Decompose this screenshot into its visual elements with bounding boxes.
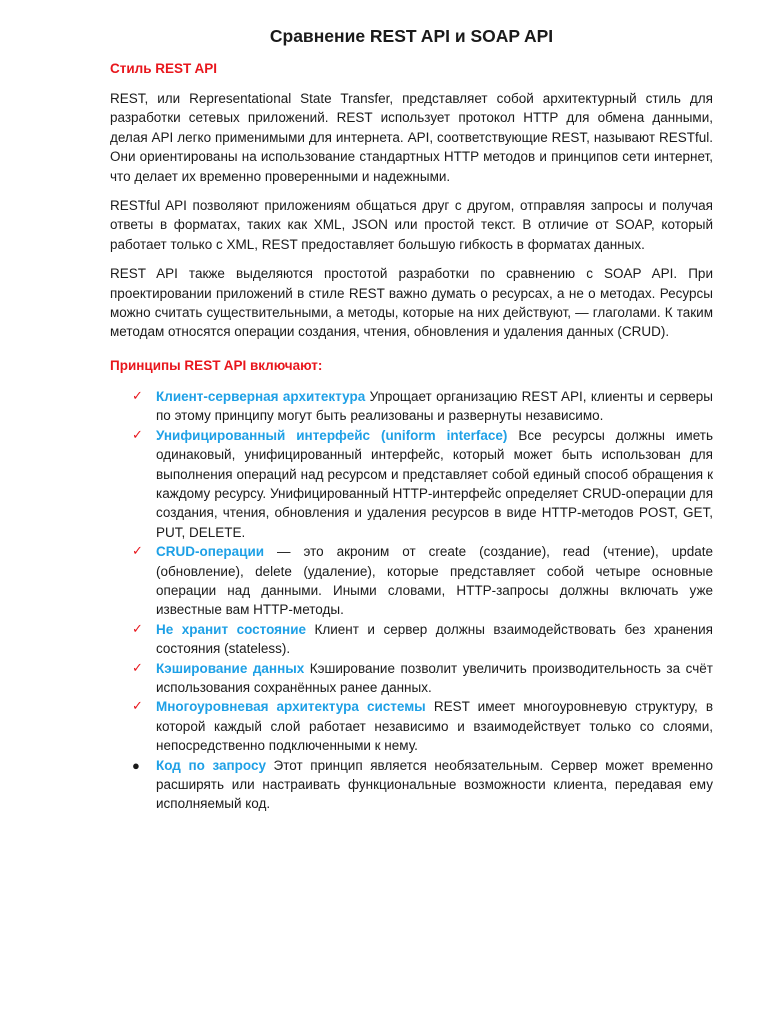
checkmark-icon: ✓: [132, 660, 143, 676]
principle-term: Не хранит состояние: [156, 621, 306, 637]
principle-text: Этот принцип является необязательным. Сервер может временно расширять или настраивать функциональные возможности клиента, передавая ему исполняемый код.: [156, 757, 713, 812]
section-heading-principles: Принципы REST API включают:: [110, 357, 323, 373]
checkmark-icon: ✓: [132, 699, 143, 715]
principle-text: Все ресурсы должны иметь одинаковый, унифицированный интерфейс, который может быть использован для выполнения операций над ресурсом и представляет собой единый способ обращения к каждому ресурсу. Унифицированный HTTP-интерфейс определяет CRUD-операции для создания, чтения, обновления и удаления ресурсов в виде HTTP-методов POST, GET, PUT, DELETE.: [156, 427, 713, 540]
principle-term: Унифицированный интерфейс (uniform interface): [156, 427, 508, 443]
paragraph-resources: REST API также выделяются простотой разработки по сравнению с SOAP API. При проектировании приложений в стиле REST важно думать о ресурсах, а не о методах. Ресурсы можно считать существительными, а методы, которые на них действуют, — глаголами. К таким методам относятся операции создания, чтения, обновления и удаления данных (CRUD).: [110, 266, 713, 340]
principle-term: CRUD-операции: [156, 544, 265, 560]
principle-text: Упрощает организацию REST API, клиенты и серверы по этому принципу могут быть реализованы и развернуты независимо.: [156, 388, 713, 424]
paragraph-formats: RESTful API позволяют приложениям общаться друг с другом, отправляя запросы и получая ответы в форматах, таких как XML, JSON или простой текст. В отличие от SOAP, который работает только с XML, REST предоставляет большую гибкость в форматах данных.: [110, 198, 713, 252]
principle-text: — это акроним от create (создание), read (чтение), update (обновление), delete (удаление), которые представляет собой четыре основные операции над данными. Иными словами, HTTP-запросы должны включать уже известные вам HTTP-методы.: [156, 544, 713, 618]
principle-client-server: [110, 387, 713, 426]
paragraph-intro: REST, или Representational State Transfer, представляет собой архитектурный стиль для разработки сетевых приложений. REST использует протокол HTTP для обмена данными, делая API легко применимыми для интернета. API, соответствующие REST, называют RESTful. Они ориентированы на использование стандартных HTTP методов и принципов сети интернет, что делает их временно проверенными и надежными.: [110, 91, 713, 184]
principle-uniform-interface: [110, 426, 713, 542]
principle-term: Многоуровневая архитектура системы: [156, 699, 426, 715]
principle-term: Кэширование данных: [156, 660, 305, 676]
principle-term: Клиент-серверная архитектура: [156, 388, 366, 404]
principle-text: Клиент и сервер должны взаимодействовать без хранения состояния (stateless).: [156, 621, 713, 657]
principle-text: Кэширование позволит увеличить производительность за счёт использования сохранённых ранее данных.: [156, 660, 713, 695]
checkmark-icon: ✓: [132, 388, 143, 404]
checkmark-icon: ✓: [132, 427, 143, 443]
checkmark-icon: ✓: [132, 544, 143, 560]
principle-code-on-demand: [110, 756, 713, 814]
principle-text: REST имеет многоуровневую структуру, в которой каждый слой работает независимо и взаимодействует только со слоями, непосредственно подключенными к нему.: [156, 699, 713, 754]
principles-list: [110, 387, 713, 814]
principle-layered-system: [110, 697, 713, 755]
section-heading-rest-style: Стиль REST API: [110, 61, 218, 76]
checkmark-icon: ✓: [132, 621, 143, 637]
principle-caching: [110, 659, 713, 698]
principle-stateless: [110, 620, 713, 659]
document-title: Сравнение REST API и SOAP API: [269, 26, 554, 46]
document-page: [110, 24, 713, 814]
principle-crud: [110, 542, 713, 620]
bullet-icon: ●: [132, 757, 140, 773]
principle-term: Код по запросу: [156, 757, 266, 773]
